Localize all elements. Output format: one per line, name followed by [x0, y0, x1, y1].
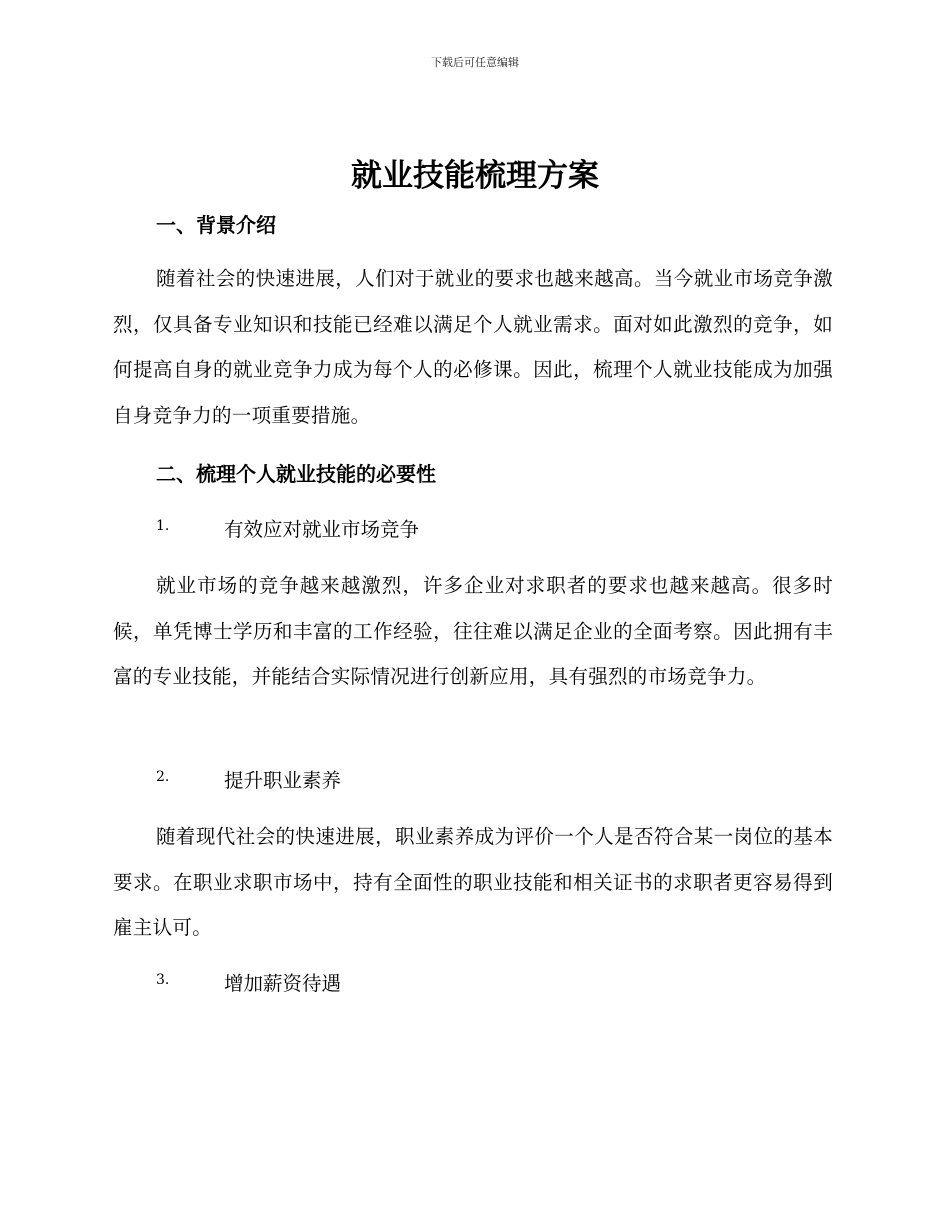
section-heading-necessity: 二、梳理个人就业技能的必要性	[156, 462, 436, 486]
header-note: 下载后可任意编辑	[431, 56, 519, 69]
list-label: 提升职业素养	[224, 769, 342, 792]
paragraph-background: 随着社会的快速进展，人们对于就业的要求也越来越高。当今就业市场竞争激烈，仅具备专业知识和技能已经难以满足个人就业需求。面对如此激烈的竞争，如何提高自身的就业竞争力成为每个人的必修课。因此，梳理个人就业技能成为加强自身竞争力的一项重要措施。	[113, 267, 833, 427]
list-label: 有效应对就业市场竞争	[224, 518, 420, 541]
paragraph-item-1: 就业市场的竞争越来越激烈，许多企业对求职者的要求也越来越高。很多时候，单凭博士学历和丰富的工作经验，往往难以满足企业的全面考察。因此拥有丰富的专业技能，并能结合实际情况进行创新应用，具有强烈的市场竞争力。	[113, 574, 833, 688]
paragraph-item-2: 随着现代社会的快速进展，职业素养成为评价一个人是否符合某一岗位的基本要求。在职业求职市场中，持有全面性的职业技能和相关证书的求职者更容易得到雇主认可。	[113, 825, 833, 939]
list-number: 2.	[156, 769, 170, 785]
section-heading-background: 一、背景介绍	[156, 213, 276, 237]
list-number: 1.	[156, 518, 170, 534]
list-number: 3.	[156, 972, 170, 988]
document-title: 就业技能梳理方案	[351, 158, 599, 194]
list-label: 增加薪资待遇	[224, 972, 342, 995]
